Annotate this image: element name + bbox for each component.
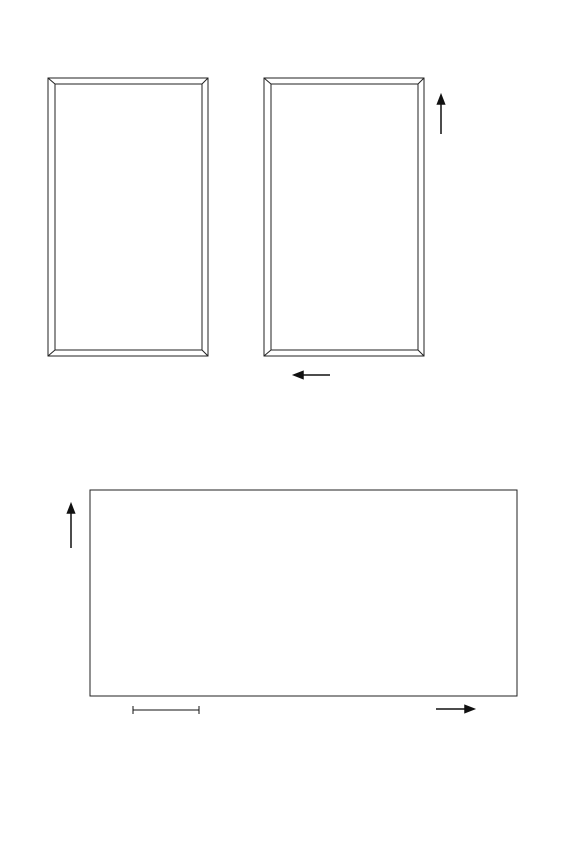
figure-3-caption: [48, 745, 528, 757]
c-axis-arrow-fig3: [68, 504, 75, 548]
unit-cell-frame: [90, 490, 517, 696]
scale-bar: [133, 706, 199, 714]
a-axis-arrow-fig3: [436, 706, 474, 713]
